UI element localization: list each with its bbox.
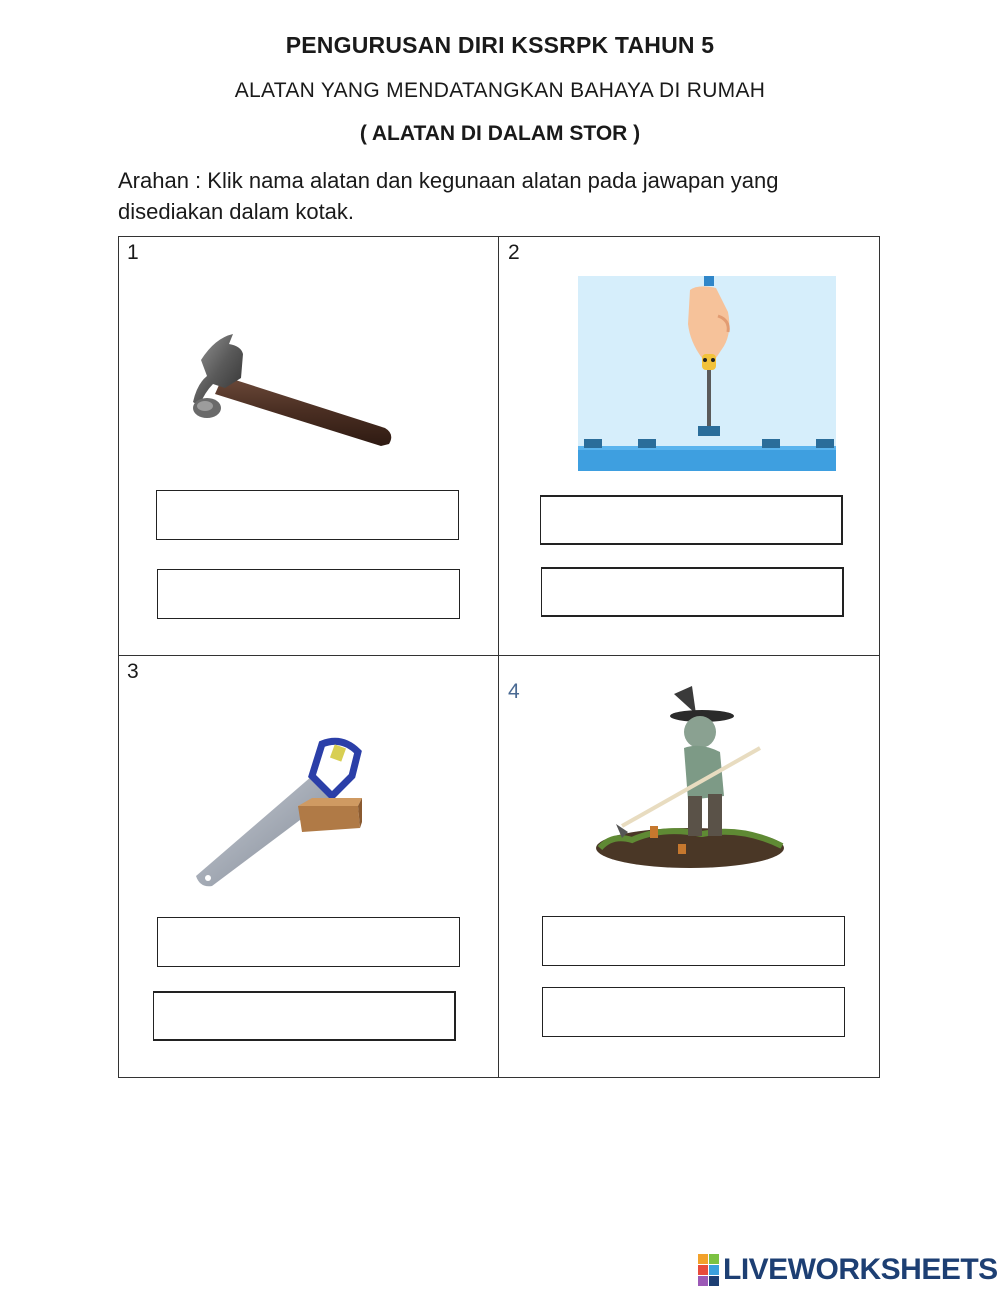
answer-box-3-use[interactable] — [153, 991, 456, 1041]
liveworksheets-logo-icon — [698, 1254, 719, 1286]
answer-box-4-name[interactable] — [542, 916, 845, 966]
liveworksheets-brand-text: LIVEWORKSHEETS — [723, 1253, 998, 1286]
answer-box-2-name[interactable] — [540, 495, 843, 545]
cell-number-3: 3 — [127, 660, 139, 683]
instructions-text: Arahan : Klik nama alatan dan kegunaan alatan pada jawapan yang disediakan dalam kotak. — [118, 168, 779, 224]
answer-box-4-use[interactable] — [542, 987, 845, 1037]
cell-number-4: 4 — [508, 680, 520, 703]
hammer-image — [185, 332, 397, 452]
worksheet-title: PENGURUSAN DIRI KSSRPK TAHUN 5 — [285, 32, 715, 58]
saw-image — [192, 736, 364, 888]
cell-number-2: 2 — [508, 241, 520, 264]
answer-box-1-use[interactable] — [157, 569, 460, 619]
worksheet-subtitle: ALATAN YANG MENDATANGKAN BAHAYA DI RUMAH — [234, 79, 766, 102]
grid-divider-vertical — [498, 236, 499, 1078]
cell-number-1: 1 — [127, 241, 139, 264]
answer-box-3-name[interactable] — [157, 917, 460, 967]
section-heading: ( ALATAN DI DALAM STOR ) — [359, 122, 641, 145]
hoe-farmer-image — [592, 686, 788, 872]
answer-box-2-use[interactable] — [541, 567, 844, 617]
liveworksheets-brand[interactable] — [698, 1254, 998, 1286]
screwdriver-image — [578, 276, 836, 471]
answer-box-1-name[interactable] — [156, 490, 459, 540]
grid-divider-horizontal — [118, 655, 880, 656]
